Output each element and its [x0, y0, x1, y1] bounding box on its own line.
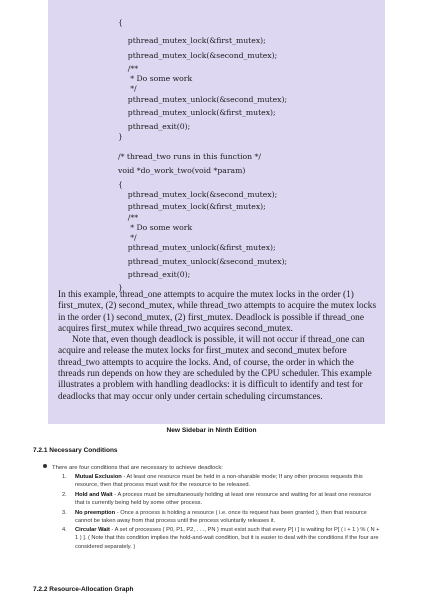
list-item — [62, 473, 382, 489]
code-line: pthread_mutex_unlock(&second_mutex); — [118, 257, 288, 266]
code-line: pthread_exit(0); — [118, 122, 191, 131]
code-line: * Do some work — [118, 223, 193, 232]
scan-paragraph-1: In this example, thread_one attempts to acquire the mutex locks in the order (1) first_mutex, (2) second_mutex, while thread_two attempts to acquire the mutex locks in the order (1) second_mutex, (2) first_mutex. Deadlock is possible if thread_one acquires first_mutex while thread_two acquires second_mutex. — [58, 290, 377, 334]
bullet-icon — [43, 464, 47, 468]
conditions-list — [62, 473, 382, 552]
item-title: Circular Wait — [75, 527, 110, 534]
code-line: pthread_mutex_lock(&second_mutex); — [118, 51, 278, 60]
code-line: pthread_mutex_unlock(&first_mutex); — [118, 108, 276, 117]
item-number: 2. — [62, 491, 67, 498]
code-line: pthread_mutex_lock(&first_mutex); — [118, 36, 266, 45]
code-line: pthread_exit(0); — [118, 270, 191, 279]
intro-bullet — [43, 464, 223, 471]
item-title: Hold and Wait — [75, 491, 113, 498]
code-line: /* thread_two runs in this function */ — [118, 152, 261, 161]
code-line: void *do_work_two(void *param) — [118, 166, 246, 175]
item-title: Mutual Exclusion — [75, 474, 122, 480]
item-title: No preemption — [75, 509, 116, 516]
code-line: * Do some work — [118, 74, 193, 83]
list-item — [62, 526, 382, 550]
list-item — [62, 491, 382, 507]
item-number: 4. — [62, 527, 67, 534]
code-line: { — [118, 180, 123, 189]
code-line: } — [118, 132, 123, 141]
item-text: - A set of processes { P0, P1, P2, . . ., PN } must exist such that every P[ i ] is waiting for P[ ( i + 1 ) % ( N + 1 ) ]. ( Note that this condition implies the hold-and-wait condition, but it is easier to deal with the conditions if the four are considered separately. ) — [75, 527, 380, 550]
code-line: pthread_mutex_lock(&first_mutex); — [118, 202, 266, 211]
list-item — [62, 509, 382, 525]
code-line: pthread_mutex_unlock(&second_mutex); — [118, 95, 288, 104]
item-number: 1. — [62, 474, 67, 480]
section-heading-necessary-conditions: 7.2.1 Necessary Conditions — [33, 447, 118, 454]
intro-bullet-text: There are four conditions that are necessary to achieve deadlock: — [52, 465, 223, 471]
code-line: */ — [118, 233, 137, 242]
scan-paragraph-2: Note that, even though deadlock is possible, it will not occur if thread_one can acquire and release the mutex locks for first_mutex and second_mutex before thread_two attempts to acquire the locks. And, of course, the order in which the threads run depends on how they are scheduled by the CPU scheduler. This example illustrates a problem with handling deadlocks: it is difficult to identify and test for deadlocks that may occur only under certain scheduling circumstances. — [58, 335, 372, 402]
code-line: /** — [118, 64, 139, 73]
code-line: pthread_mutex_lock(&second_mutex); — [118, 190, 278, 199]
item-text: - A process must be simultaneously holding at least one resource and waiting for at least one resource that is currently being held by some other process. — [75, 491, 372, 506]
scan-prose — [58, 290, 378, 403]
code-line: { — [118, 18, 123, 27]
scanned-textbook-page — [48, 0, 385, 424]
item-text: - Once a process is holding a resource ( i.e. once its request has been granted ), then that resource cannot be taken away from that process until the process voluntarily releases it. — [75, 509, 367, 524]
code-line: } — [118, 283, 123, 292]
code-line: */ — [118, 84, 137, 93]
code-line: /** — [118, 213, 139, 222]
item-text: - At least one resource must be held in a non-sharable mode; If any other process requests this resource, then that process must wait for the resource to be released. — [75, 474, 363, 489]
section-heading-resource-allocation-graph: 7.2.2 Resource-Allocation Graph — [33, 586, 134, 593]
sidebar-caption: New Sidebar in Ninth Edition — [166, 427, 257, 434]
code-line: pthread_mutex_unlock(&first_mutex); — [118, 243, 276, 252]
item-number: 3. — [62, 509, 67, 516]
